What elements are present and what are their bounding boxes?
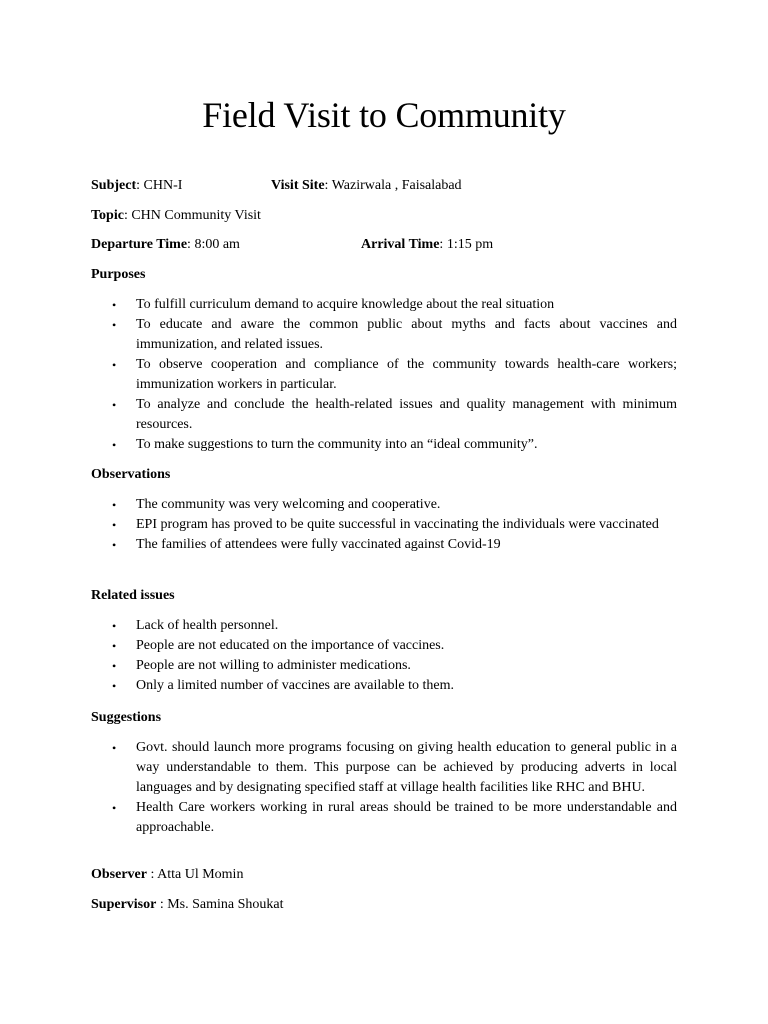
list-item: • To educate and aware the common public about myths and facts about vaccines and immunization, and related issues. (112, 317, 677, 352)
bullet-icon: • (112, 398, 117, 412)
arrival-value: 1:15 pm (446, 237, 494, 252)
visit-site-label: Visit Site (271, 178, 325, 193)
arrival-field: Arrival Time: 1:15 pm (361, 237, 494, 252)
related-issues-list (91, 616, 677, 696)
suggestions-heading: Suggestions (91, 710, 162, 725)
topic-label: Topic (91, 208, 124, 223)
bullet-icon: • (112, 318, 117, 332)
list-item: • Health Care workers working in rural areas should be trained to be more understandable and approachable. (112, 800, 677, 835)
bullet-icon: • (112, 639, 117, 653)
list-item: • To analyze and conclude the health-related issues and quality management with minimum resources. (112, 397, 677, 432)
arrival-label: Arrival Time (361, 237, 440, 252)
document-title: Field Visit to Community (202, 95, 566, 135)
observations-list (91, 495, 677, 555)
departure-label: Departure Time (91, 237, 188, 252)
list-item: • Lack of health personnel. (91, 616, 677, 636)
purposes-list (91, 295, 677, 455)
list-item: • The community was very welcoming and cooperative. (91, 495, 677, 515)
list-item: • EPI program has proved to be quite successful in vaccinating the individuals were vaccinated (91, 515, 677, 535)
list-item: • People are not educated on the importance of vaccines. (91, 636, 677, 656)
related-issues-heading: Related issues (91, 588, 175, 603)
list-item: • To make suggestions to turn the community into an “ideal community”. (91, 435, 677, 455)
list-item: • To observe cooperation and compliance of the community towards health-care workers; immunization workers in particular. (112, 357, 677, 392)
visit-site-field: Visit Site: Wazirwala , Faisalabad (271, 178, 462, 193)
purposes-heading: Purposes (91, 267, 146, 282)
subject-value: CHN-I (143, 178, 183, 193)
supervisor-row: Supervisor : Ms. Samina Shoukat (91, 897, 284, 912)
subject-label: Subject (91, 178, 137, 193)
topic-row: Topic: CHN Community Visit (91, 208, 261, 223)
topic-value: CHN Community Visit (131, 208, 261, 223)
bullet-icon: • (112, 298, 117, 312)
list-item: • Only a limited number of vaccines are available to them. (91, 676, 677, 696)
observer-row: Observer : Atta Ul Momin (91, 867, 244, 882)
time-row: Departure Time: 8:00 am Arrival Time: 1:15 pm (91, 237, 494, 252)
bullet-icon: • (112, 438, 117, 452)
bullet-icon: • (112, 538, 117, 552)
bullet-icon: • (112, 498, 117, 512)
subject-row: Subject: CHN-I Visit Site: Wazirwala , Faisalabad (91, 178, 462, 193)
observer-label: Observer (91, 867, 147, 882)
bullet-icon: • (112, 801, 117, 815)
list-item: • To fulfill curriculum demand to acquire knowledge about the real situation (91, 295, 677, 315)
observations-heading: Observations (91, 467, 171, 482)
bullet-icon: • (112, 659, 117, 673)
departure-value: 8:00 am (194, 237, 240, 252)
visit-site-value: Wazirwala , Faisalabad (331, 178, 462, 193)
bullet-icon: • (112, 358, 117, 372)
bullet-icon: • (112, 619, 117, 633)
bullet-icon: • (112, 518, 117, 532)
bullet-icon: • (112, 679, 117, 693)
list-item: • People are not willing to administer medications. (91, 656, 677, 676)
list-item: • The families of attendees were fully vaccinated against Covid-19 (91, 535, 677, 555)
supervisor-value: Ms. Samina Shoukat (167, 897, 284, 912)
bullet-icon: • (112, 741, 117, 755)
observer-value: Atta Ul Momin (157, 867, 244, 882)
list-item: • Govt. should launch more programs focusing on giving health education to general public in a way understandable to them. This purpose can be achieved by producing adverts in local languages and by designating specified staff at village health facilities like RHC and BHU. (112, 740, 677, 795)
supervisor-label: Supervisor (91, 897, 157, 912)
suggestions-list (91, 738, 677, 838)
